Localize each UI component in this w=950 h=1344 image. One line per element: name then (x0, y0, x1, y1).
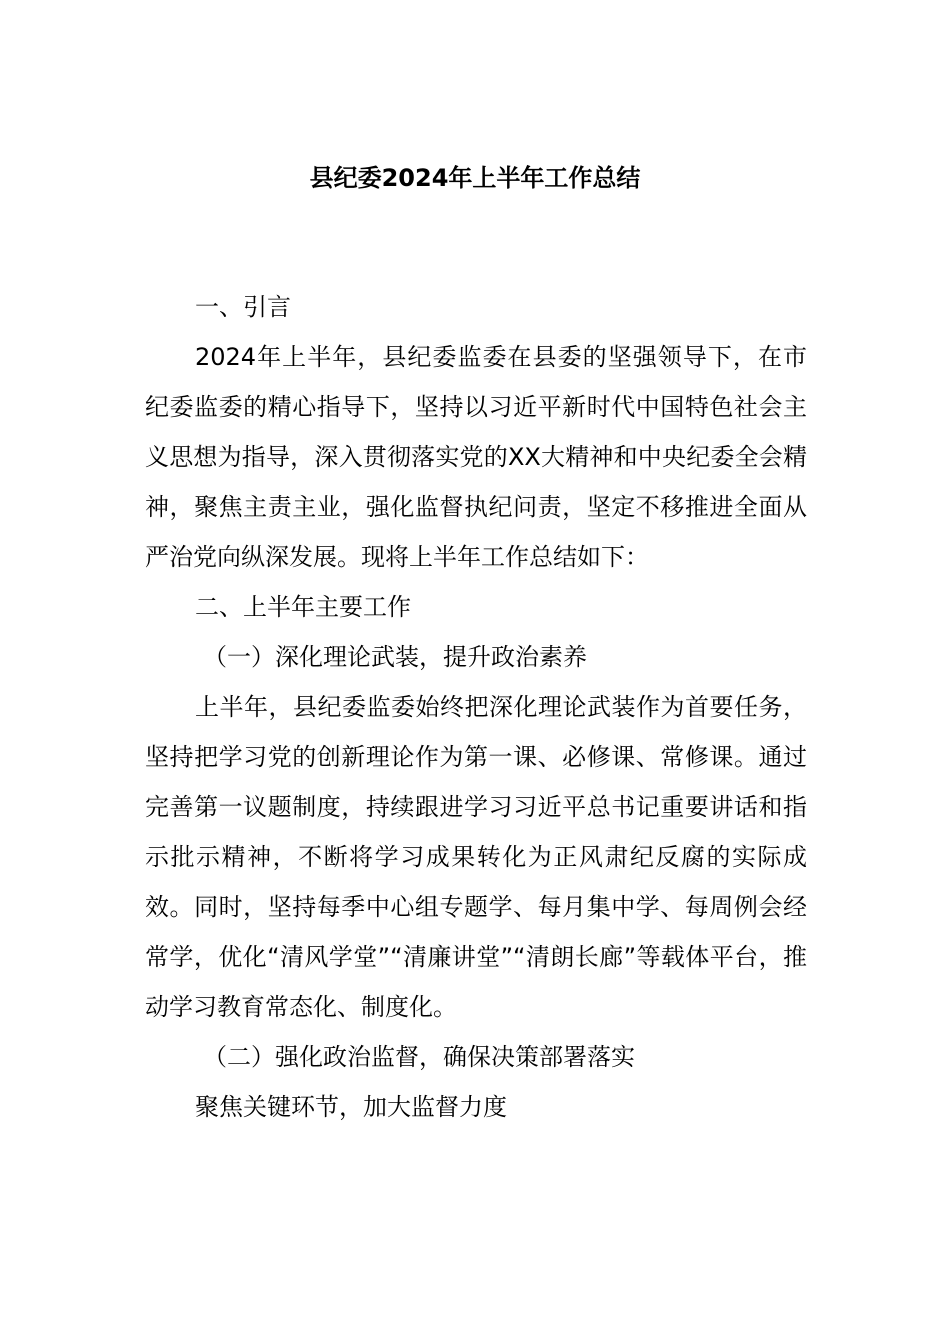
paragraph-supervision: 聚焦关键环节，加大监督力度 (195, 1093, 507, 1121)
subsection-heading-theory: （一）深化理论武装，提升政治素养 (203, 643, 587, 671)
subsection-heading-supervision: （二）强化政治监督，确保决策部署落实 (203, 1043, 635, 1071)
document-title: 县纪委2024年上半年工作总结 (309, 164, 641, 192)
document-body (145, 282, 807, 1132)
section-heading-introduction: 一、引言 (195, 293, 291, 321)
section-heading-main-work: 二、上半年主要工作 (195, 593, 411, 621)
paragraph-theory: 上半年，县纪委监委始终把深化理论武装作为首要任务，坚持把学习党的创新理论作为第一课、必修课、常修课。通过完善第一议题制度，持续跟进学习习近平总书记重要讲话和指示批示精神，不断将学习成果转化为正风肃纪反腐的实际成效。同时，坚持每季中心组专题学、每月集中学、每周例会经常学，优化“清风学堂”“清廉讲堂”“清朗长廊”等载体平台，推动学习教育常态化、制度化。 (145, 693, 807, 1021)
paragraph-introduction: 2024年上半年，县纪委监委在县委的坚强领导下，在市纪委监委的精心指导下，坚持以习近平新时代中国特色社会主义思想为指导，深入贯彻落实党的XX大精神和中央纪委全会精神，聚焦主责主业，强化监督执纪问责，坚定不移推进全面从严治党向纵深发展。现将上半年工作总结如下： (145, 343, 807, 571)
